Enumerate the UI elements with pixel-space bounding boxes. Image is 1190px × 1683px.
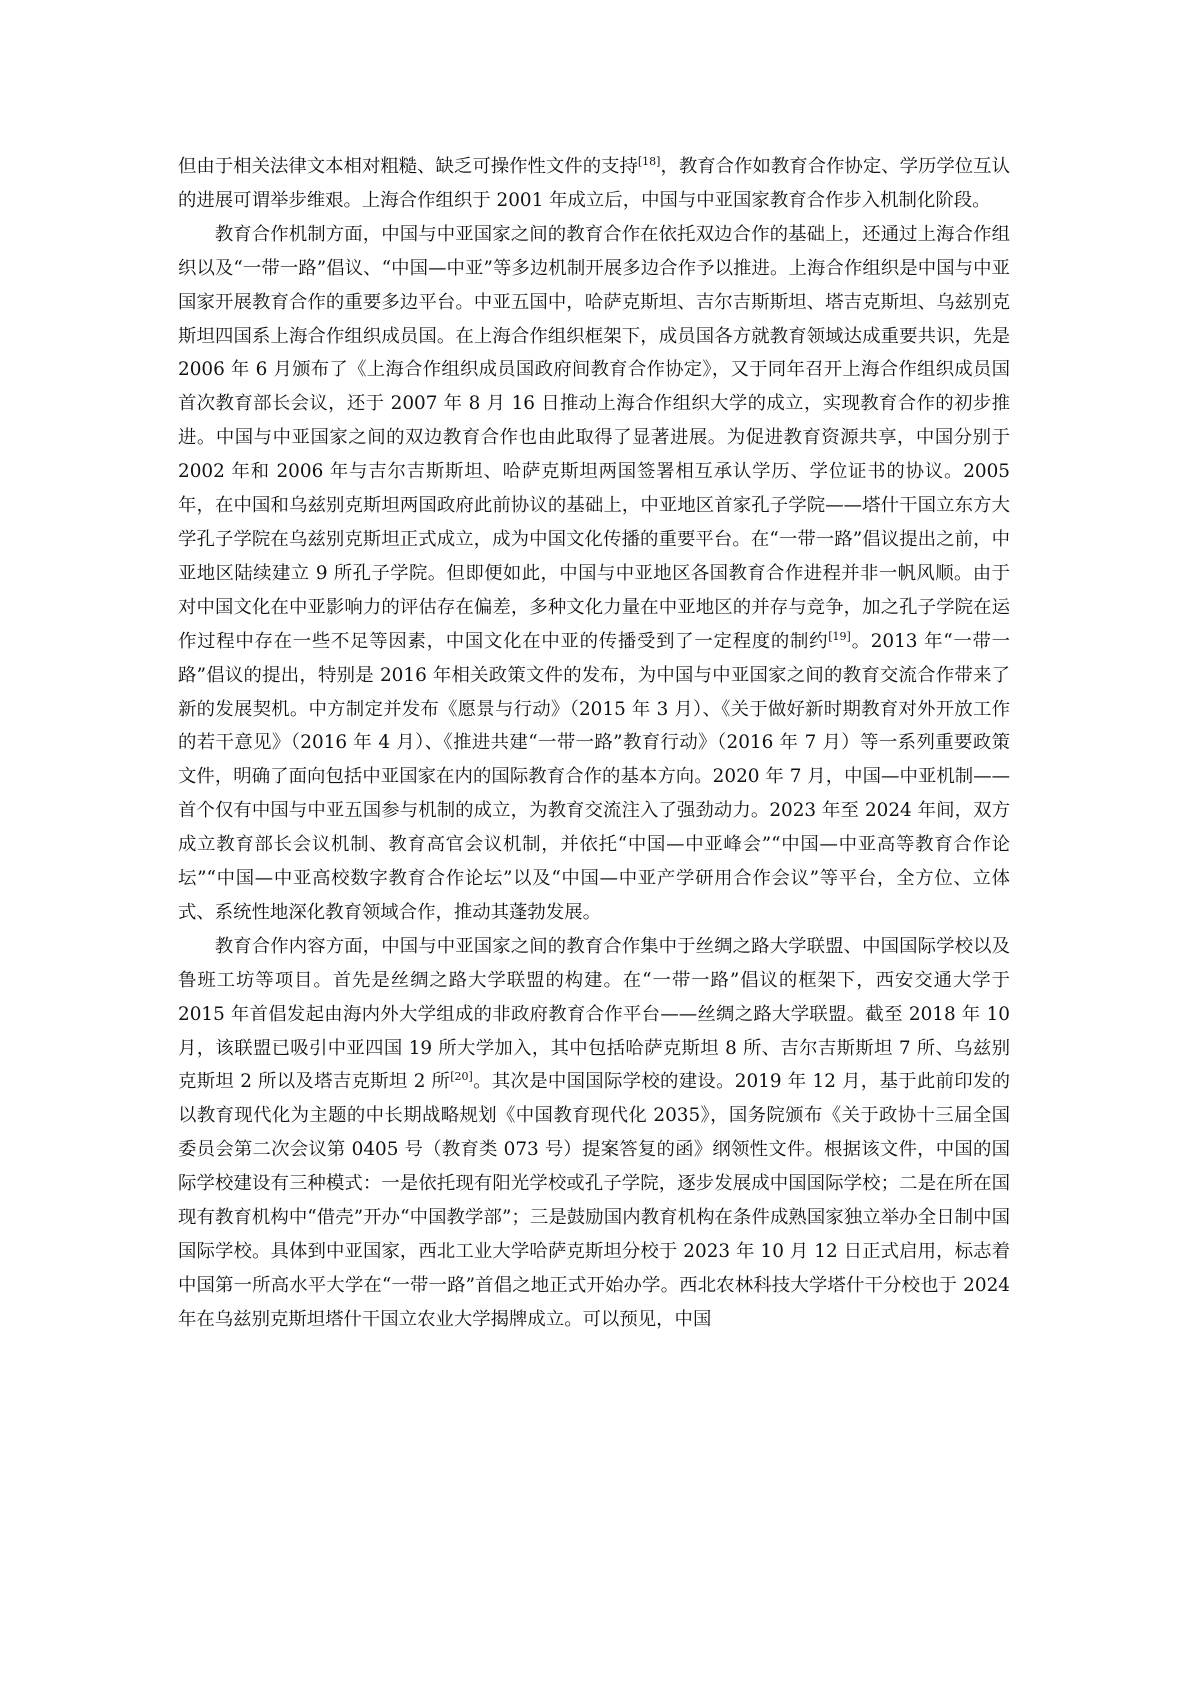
paragraph-text: 。2013 年“一带一路”倡议的提出，特别是 2016 年相关政策文件的发布，为中国与中亚国家之间的教育交流合作带来了新的发展契机。中方制定并发布《愿景与行动》（2015 年 3 月）、《关于做好新时期教育对外开放工作的若干意见》（2016 年 4 月）、《推进共建“一带一路”教育行动》（2016 年 7 月）等一系列重要政策文件，明确了面向包括中亚国家在内的国际教育合作的基本方向。2020 年 7 月，中国—中亚机制——首个仅有中国与中亚五国参与机制的成立，为教育交流注入了强劲动力。2023 年至 2024 年间，双方成立教育部长会议机制、教育高官会议机制，并依托“中国—中亚峰会”“中国—中亚高等教育合作论坛”“中国—中亚高校数字教育合作论坛”以及“中国—中亚产学研用合作会议”等平台，全方位、立体式、系统性地深化教育领域合作，推动其蓬勃发展。 <box>178 630 1010 923</box>
paragraph-text: 。其次是中国国际学校的建设。2019 年 12 月，基于此前印发的以教育现代化为主题的中长期战略规划《中国教育现代化 2035》，国务院颁布《关于政协十三届全国委员会第二次会议第 0405 号（教育类 073 号）提案答复的函》纲领性文件。根据该文件，中国的国际学校建设有三种模式：一是依托现有阳光学校或孔子学院，逐步发展成中国国际学校；二是在所在国现有教育机构中“借壳”开办“中国教学部”；三是鼓励国内教育机构在条件成熟国家独立举办全日制中国国际学校。具体到中亚国家，西北工业大学哈萨克斯坦分校于 2023 年 10 月 12 日正式启用，标志着中国第一所高水平大学在“一带一路”首倡之地正式开始办学。西北农林科技大学塔什干分校也于 2024 年在乌兹别克斯坦塔什干国立农业大学揭牌成立。可以预见，中国 <box>178 1071 1010 1330</box>
paragraph <box>178 150 1010 218</box>
citation-ref: [19] <box>828 629 851 643</box>
paragraph-text: 但由于相关法律文本相对粗糙、缺乏可操作性文件的支持 <box>178 156 638 177</box>
paragraph-text: 教育合作机制方面，中国与中亚国家之间的教育合作在依托双边合作的基础上，还通过上海合作组织以及“一带一路”倡议、“中国—中亚”等多边机制开展多边合作予以推进。上海合作组织是中国与中亚国家开展教育合作的重要多边平台。中亚五国中，哈萨克斯坦、吉尔吉斯斯坦、塔吉克斯坦、乌兹别克斯坦四国系上海合作组织成员国。在上海合作组织框架下，成员国各方就教育领域达成重要共识，先是 2006 年 6 月颁布了《上海合作组织成员国政府间教育合作协定》，又于同年召开上海合作组织成员国首次教育部长会议，还于 2007 年 8 月 16 日推动上海合作组织大学的成立，实现教育合作的初步推进。中国与中亚国家之间的双边教育合作也由此取得了显著进展。为促进教育资源共享，中国分别于 2002 年和 2006 年与吉尔吉斯斯坦、哈萨克斯坦两国签署相互承认学历、学位证书的协议。2005 年，在中国和乌兹别克斯坦两国政府此前协议的基础上，中亚地区首家孔子学院——塔什干国立东方大学孔子学院在乌兹别克斯坦正式成立，成为中国文化传播的重要平台。在“一带一路”倡议提出之前，中亚地区陆续建立 9 所孔子学院。但即便如此，中国与中亚地区各国教育合作进程并非一帆风顺。由于对中国文化在中亚影响力的评估存在偏差，多种文化力量在中亚地区的并存与竞争，加之孔子学院在运作过程中存在一些不足等因素，中国文化在中亚的传播受到了一定程度的制约 <box>178 223 1010 652</box>
citation-ref: [18] <box>637 154 661 168</box>
body-text <box>178 150 1010 1337</box>
paragraph <box>178 930 1010 1337</box>
citation-ref: [20] <box>450 1070 473 1084</box>
paragraph-text: ，教育合作如教育合作协定、学历学位互认的进展可谓举步维艰。上海合作组织于 2001 年成立后，中国与中亚国家教育合作步入机制化阶段。 <box>178 156 1010 211</box>
paragraph <box>178 218 1010 930</box>
paragraph-text: 教育合作内容方面，中国与中亚国家之间的教育合作集中于丝绸之路大学联盟、中国国际学校以及鲁班工坊等项目。首先是丝绸之路大学联盟的构建。在“一带一路”倡议的框架下，西安交通大学于 2015 年首倡发起由海内外大学组成的非政府教育合作平台——丝绸之路大学联盟。截至 2018 年 10 月，该联盟已吸引中亚四国 19 所大学加入，其中包括哈萨克斯坦 8 所、吉尔吉斯斯坦 7 所、乌兹别克斯坦 2 所以及塔吉克斯坦 2 所 <box>178 935 1010 1093</box>
